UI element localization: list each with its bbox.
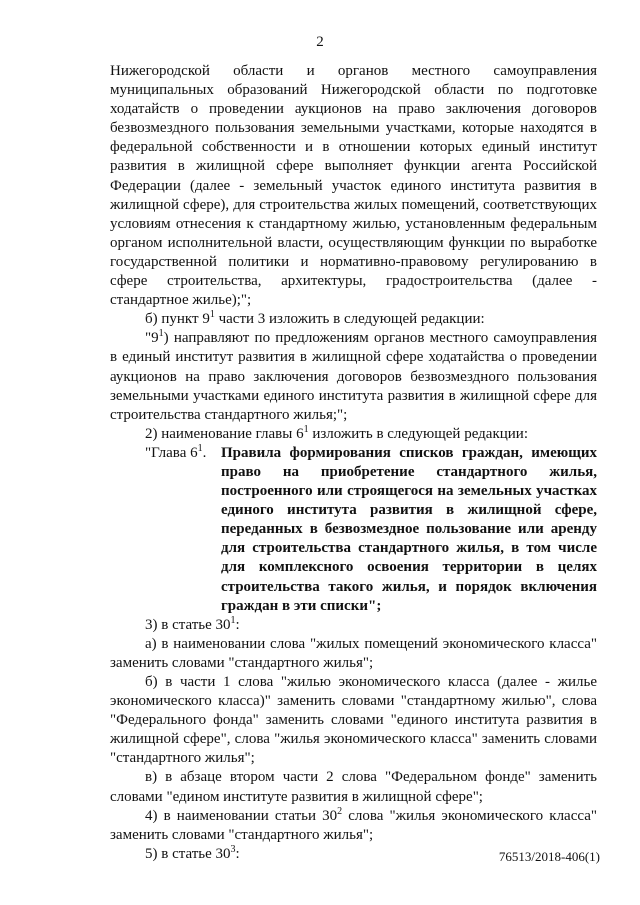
superscript: 1 [209, 309, 215, 321]
chapter-title-block [110, 444, 597, 616]
paragraph-sub-a: а) в наименовании слова "жилых помещений экономического класса" заменить словами "стандартного жилья"; [110, 635, 597, 671]
document-body [110, 62, 597, 864]
superscript: 3 [230, 843, 236, 855]
superscript: 1 [197, 442, 203, 454]
paragraph-sub-v: в) в абзаце втором части 2 слова "Федеральном фонде" заменить словами "едином институте развития в жилищной сфере"; [110, 769, 597, 805]
page-number: 2 [316, 34, 324, 50]
superscript: 1 [158, 328, 164, 340]
paragraph-b-item: б) пункт $9^1$ части 3 изложить в следующей редакции: [145, 309, 485, 328]
paragraph-article-5: 5) в статье $30^3$: [145, 843, 240, 862]
document-code: 76513/2018-406(1) [498, 849, 600, 864]
superscript: 1 [230, 614, 236, 626]
chapter-title: Правила формирования списков граждан, имеющих право на приобретение стандартного жилья, построенного или строящегося на земельных участках единого института развития в жилищной сфере, переданных в безвозмездное пользование или аренду для строительства стандартного жилья, в том числе для комплексного освоения территории в целях строительства такого жилья, и порядок включения граждан в эти списки"; [221, 444, 597, 614]
superscript: 1 [303, 423, 309, 435]
paragraph-article-3: 3) в статье $30^1$: [145, 614, 240, 633]
paragraph-new-item-text: "$9^1$) направляют по предложениям органов местного самоуправления в единый институт развития в жилищной сфере ходатайства о проведении аукционов на право заключения договоров безвозмездного пользования земельными участками единого института развития в жилищной сфере для строительства стандартного жилья;"; [110, 328, 597, 423]
chapter-label: "Глава $6^1$. [145, 442, 207, 461]
paragraph-continuation: Нижегородской области и органов местного самоуправления муниципальных образований Нижегородской области по подготовке ходатайств о проведении аукционов на право заключения договоров безвозмездного пользования земельными участками, которые находятся в федеральной собственности и в отношении которых единый институт развития в жилищной сфере выполняет функции агента Российской Федерации (далее - земельный участок единого института развития в жилищной сфере), для строительства жилых помещений, соответствующих условиям отнесения к стандартному жилью, установленным федеральным органом исполнительной власти, осуществляющим функции по выработке государственной политики и нормативно-правовому регулированию в сфере строительства, архитектуры, градостроительства (далее - стандартное жилье);"; [110, 63, 597, 309]
paragraph-chapter-rename: 2) наименование главы $6^1$ изложить в следующей редакции: [145, 423, 528, 442]
paragraph-sub-b: б) в части 1 слова "жилью экономического класса (далее - жилье экономического класса)" заменить словами "стандартному жилью", слова "Федерального фонда" заменить словами "единого института развития в жилищной сфере", слова "жилья экономического класса" заменить словами "стандартного жилья"; [110, 674, 597, 767]
superscript: 2 [337, 805, 343, 817]
paragraph-article-4: 4) в наименовании статьи $30^2$ слова "жилья экономического класса" заменить словами "стандартного жилья"; [110, 805, 597, 843]
